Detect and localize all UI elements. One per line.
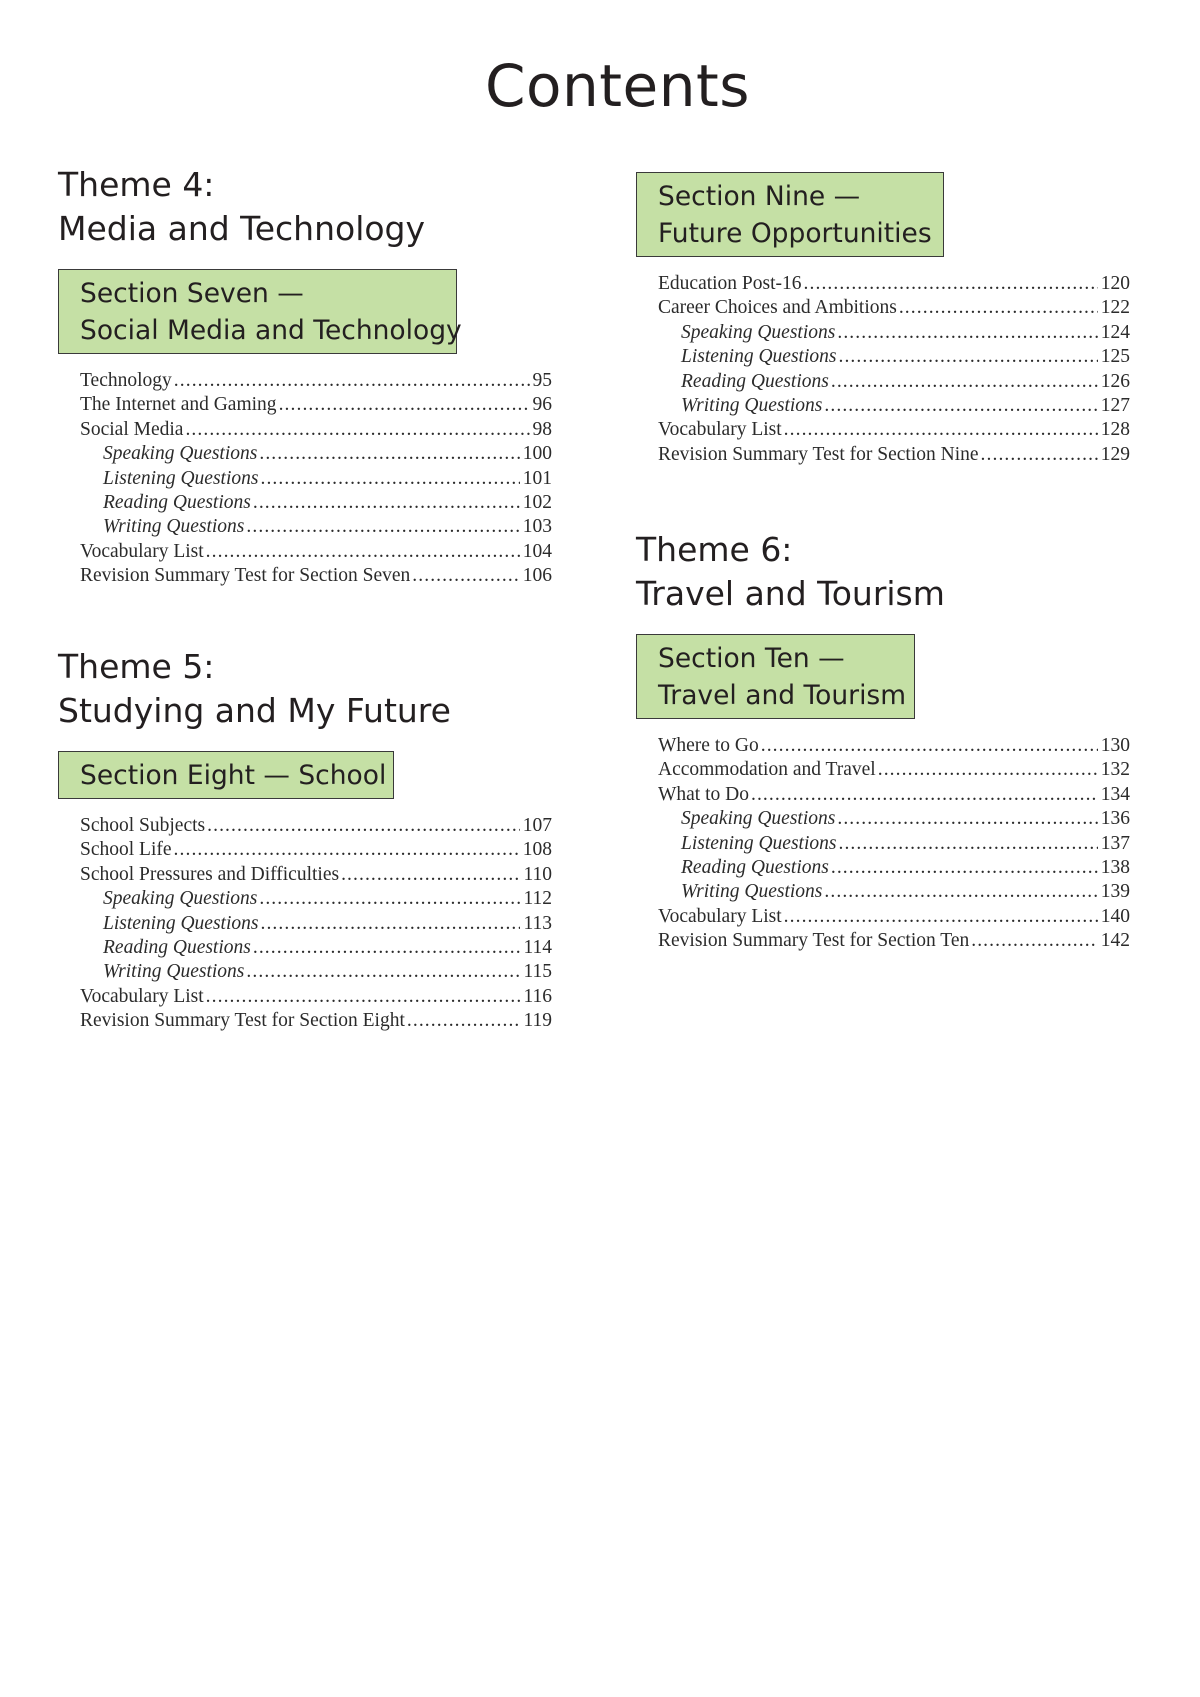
toc-entry-label: Reading Questions [103,491,251,513]
dot-leader [981,444,1098,466]
theme-4-block [58,163,558,587]
dot-leader [341,864,520,886]
dot-leader [259,888,520,910]
toc-entry-page-number: 98 [532,418,552,440]
toc-entry-label: Writing Questions [103,516,245,538]
toc-entry-page-number: 138 [1100,856,1130,878]
toc-entry-page-number: 125 [1100,346,1130,368]
toc-sub-entry[interactable] [80,492,552,516]
toc-entry-page-number: 122 [1100,297,1130,319]
toc-entry-page-number: 126 [1100,370,1130,392]
dot-leader [838,346,1097,368]
toc-entry-page-number: 120 [1100,273,1130,294]
toc-entry[interactable] [80,541,552,565]
dot-leader [407,1010,521,1032]
dot-leader [174,839,520,861]
toc-entry-label: Writing Questions [681,394,823,416]
toc-entry-page-number: 136 [1100,808,1130,830]
dot-leader [206,541,520,563]
theme-4-number: Theme 4: [58,165,215,204]
dot-leader [831,857,1098,879]
section-nine-box [636,172,944,257]
section-nine-label: Section Nine — [658,181,861,212]
toc-entry-label: School Subjects [80,815,206,836]
toc-sub-entry[interactable] [80,888,552,912]
toc-entry[interactable] [658,444,1130,468]
toc-entry[interactable] [658,297,1130,321]
dot-leader [838,833,1097,855]
section-ten-box [636,634,915,719]
toc-entry-page-number: 142 [1100,930,1130,952]
dot-leader [260,468,519,490]
toc-entry[interactable] [80,394,552,418]
toc-entry-page-number: 127 [1100,394,1130,416]
toc-entry-label: Writing Questions [681,881,823,903]
toc-entry-page-number: 129 [1100,443,1130,465]
toc-entry-label: Revision Summary Test for Section Nine [658,443,979,465]
toc-entry-label: Social Media [80,418,184,440]
theme-5-number: Theme 5: [58,647,215,686]
toc-entry-label: Vocabulary List [658,905,782,927]
page-title: Contents [485,52,750,120]
toc-entry-label: What to Do [658,783,749,805]
toc-entry-label: Revision Summary Test for Section Ten [658,930,970,952]
dot-leader [784,419,1098,441]
toc-entry-label: Accommodation and Travel [658,759,876,781]
toc-entry-label: Revision Summary Test for Section Eight [80,1010,405,1032]
toc-entry-label: Listening Questions [103,912,259,934]
theme-6-number: Theme 6: [636,530,793,569]
theme-4-title: Media and Technology [58,209,426,248]
toc-entry-label: Revision Summary Test for Section Seven [80,565,411,587]
section-ten-toc [658,735,1130,955]
toc-sub-entry[interactable] [658,833,1130,857]
toc-entry-page-number: 134 [1100,783,1130,805]
theme-6-heading [636,528,1136,616]
section-eight-title: Section Eight — School [80,760,387,791]
dot-leader [185,419,529,441]
toc-entry-page-number: 119 [523,1010,552,1032]
section-seven-toc [80,370,552,590]
toc-entry-page-number: 114 [523,936,552,958]
toc-sub-entry[interactable] [80,937,552,961]
toc-sub-entry[interactable] [658,395,1130,419]
toc-entry-page-number: 106 [522,565,552,587]
toc-entry-page-number: 103 [522,516,552,538]
toc-sub-entry[interactable] [80,913,552,937]
toc-entry-page-number: 95 [532,370,552,391]
toc-entry-label: Vocabulary List [80,985,204,1007]
theme-5-heading [58,645,558,733]
toc-entry-label: Where to Go [658,735,759,756]
toc-entry-page-number: 140 [1100,905,1130,927]
section-ten-label: Section Ten — [658,643,845,674]
toc-entry[interactable] [80,986,552,1010]
toc-entry[interactable] [658,273,1130,297]
toc-entry[interactable] [80,864,552,888]
dot-leader [253,492,520,514]
toc-sub-entry[interactable] [80,516,552,540]
toc-entry-page-number: 101 [522,467,552,489]
toc-sub-entry[interactable] [658,808,1130,832]
toc-entry-page-number: 104 [522,540,552,562]
toc-entry[interactable] [80,815,552,839]
dot-leader [899,297,1098,319]
toc-entry[interactable] [658,735,1130,759]
theme-5-title: Studying and My Future [58,691,451,730]
toc-entry[interactable] [658,419,1130,443]
toc-entry-page-number: 110 [523,863,552,885]
dot-leader [831,371,1098,393]
dot-leader [824,395,1097,417]
toc-entry-label: Writing Questions [103,961,245,983]
toc-entry-label: Career Choices and Ambitions [658,297,897,319]
theme-4-heading [58,163,558,251]
dot-leader [206,986,521,1008]
toc-entry-page-number: 116 [523,985,552,1007]
toc-entry-page-number: 130 [1100,735,1130,756]
toc-entry-page-number: 100 [522,443,552,465]
toc-entry-label: Listening Questions [681,832,837,854]
dot-leader [837,322,1097,344]
toc-entry-label: Speaking Questions [681,808,836,830]
dot-leader [837,808,1097,830]
toc-entry-page-number: 115 [523,961,552,983]
toc-entry-page-number: 108 [522,839,552,861]
toc-entry-label: The Internet and Gaming [80,394,277,416]
section-seven-box [58,269,462,354]
toc-entry[interactable] [80,565,552,589]
toc-entry[interactable] [658,784,1130,808]
toc-entry-label: Listening Questions [103,467,259,489]
dot-leader [279,394,530,416]
toc-entry-label: Reading Questions [681,370,829,392]
dot-leader [246,516,519,538]
toc-entry-page-number: 113 [523,912,552,934]
dot-leader [246,961,520,983]
toc-sub-entry[interactable] [80,468,552,492]
theme-6-title: Travel and Tourism [636,574,945,613]
toc-entry-page-number: 132 [1100,759,1130,781]
dot-leader [878,759,1098,781]
theme-5-block [58,645,558,1032]
toc-entry-page-number: 137 [1100,832,1130,854]
toc-entry-page-number: 102 [522,491,552,513]
dot-leader [412,565,519,587]
toc-entry-label: Education Post-16 [658,273,802,294]
section-nine-toc [658,273,1130,468]
toc-sub-entry[interactable] [658,346,1130,370]
toc-entry-label: Reading Questions [103,936,251,958]
toc-entry-label: Listening Questions [681,346,837,368]
toc-entry[interactable] [80,1010,552,1034]
toc-sub-entry[interactable] [658,881,1130,905]
toc-entry-label: Speaking Questions [103,443,258,465]
toc-entry[interactable] [658,906,1130,930]
dot-leader [174,370,530,392]
dot-leader [824,881,1097,903]
toc-entry-label: School Pressures and Difficulties [80,863,340,885]
toc-entry[interactable] [658,930,1130,954]
toc-entry-label: Technology [80,370,172,391]
theme-6-block [636,528,1136,952]
section-nine-title: Future Opportunities [658,218,932,249]
toc-entry-page-number: 124 [1100,321,1130,343]
toc-entry-label: School Life [80,839,172,861]
section-seven-title: Social Media and Technology [80,315,462,346]
toc-entry-page-number: 139 [1100,881,1130,903]
toc-entry-page-number: 96 [532,394,552,416]
toc-entry-label: Speaking Questions [681,321,836,343]
section-eight-box [58,751,394,799]
section-ten-title: Travel and Tourism [658,680,907,711]
toc-entry[interactable] [80,370,552,394]
toc-entry[interactable] [80,419,552,443]
toc-sub-entry[interactable] [658,322,1130,346]
toc-entry-page-number: 107 [522,815,552,836]
toc-entry-label: Speaking Questions [103,888,258,910]
toc-entry[interactable] [658,759,1130,783]
dot-leader [761,735,1098,757]
toc-sub-entry[interactable] [80,443,552,467]
toc-sub-entry[interactable] [80,961,552,985]
toc-entry[interactable] [80,839,552,863]
toc-entry-page-number: 128 [1100,419,1130,441]
dot-leader [253,937,521,959]
toc-entry-page-number: 112 [523,888,552,910]
section-seven-label: Section Seven — [80,278,304,309]
dot-leader [260,913,520,935]
dot-leader [259,443,519,465]
dot-leader [207,815,520,837]
dot-leader [804,273,1098,295]
dot-leader [784,906,1098,928]
toc-entry-label: Reading Questions [681,856,829,878]
toc-sub-entry[interactable] [658,371,1130,395]
dot-leader [751,784,1098,806]
toc-entry-label: Vocabulary List [80,540,204,562]
dot-leader [971,930,1098,952]
toc-sub-entry[interactable] [658,857,1130,881]
toc-entry-label: Vocabulary List [658,419,782,441]
section-eight-toc [80,815,552,1035]
